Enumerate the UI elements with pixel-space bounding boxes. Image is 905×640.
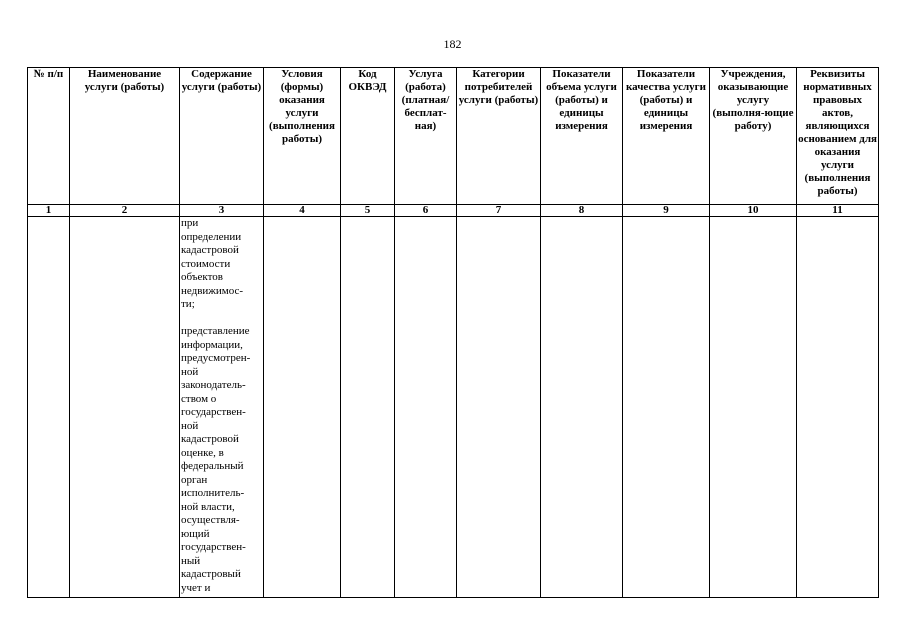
column-number: 7: [457, 205, 541, 217]
table-cell: [70, 217, 180, 598]
header-cell-paid-free: Услуга (работа) (платная/ бесплат-ная): [395, 68, 457, 205]
header-cell-okved-code: Код ОКВЭД: [341, 68, 395, 205]
header-cell-quality-indicators: Показатели качества услуги (работы) и единицы измерения: [623, 68, 710, 205]
table-cell: [541, 217, 623, 598]
column-number: 8: [541, 205, 623, 217]
header-cell-institutions: Учреждения, оказывающие услугу (выполня-ющие работу): [710, 68, 797, 205]
column-number: 11: [797, 205, 879, 217]
column-number: 10: [710, 205, 797, 217]
column-number: 2: [70, 205, 180, 217]
table-cell: [797, 217, 879, 598]
header-cell-conditions: Условия (формы) оказания услуги (выполнения работы): [264, 68, 341, 205]
header-cell-service-name: Наименование услуги (работы): [70, 68, 180, 205]
header-cell-consumer-categories: Категории потребителей услуги (работы): [457, 68, 541, 205]
table-cell-service-content: [180, 217, 264, 598]
table-cell: [28, 217, 70, 598]
column-number: 9: [623, 205, 710, 217]
table-cell: [341, 217, 395, 598]
table-cell: [710, 217, 797, 598]
column-number: 4: [264, 205, 341, 217]
page-number: 182: [443, 37, 462, 51]
table-row: [28, 217, 879, 598]
column-number: 3: [180, 205, 264, 217]
table-cell: [623, 217, 710, 598]
header-cell-legal-acts: Реквизиты нормативных правовых актов, являющихся основанием для оказания услуги (выполнения работы): [797, 68, 879, 205]
service-content-text: при определении кадастровой стоимости объектов недвижимос- ти; представление информации, предусмотрен- ной законодатель- ством о государствен- ной кадастровой оценке, в федеральный орган исполнитель- ной власти, осуществля- ющий государствен- ный кадастровый учет и: [181, 217, 251, 594]
services-table: [27, 67, 879, 598]
column-number: 1: [28, 205, 70, 217]
column-number: 6: [395, 205, 457, 217]
header-row: [28, 68, 879, 205]
column-number: 5: [341, 205, 395, 217]
column-number-row: [28, 205, 879, 217]
header-cell-number: № п/п: [28, 68, 70, 205]
table-cell: [395, 217, 457, 598]
header-cell-service-content: Содержание услуги (работы): [180, 68, 264, 205]
table-cell: [457, 217, 541, 598]
header-cell-volume-indicators: Показатели объема услуги (работы) и единицы измерения: [541, 68, 623, 205]
table-cell: [264, 217, 341, 598]
